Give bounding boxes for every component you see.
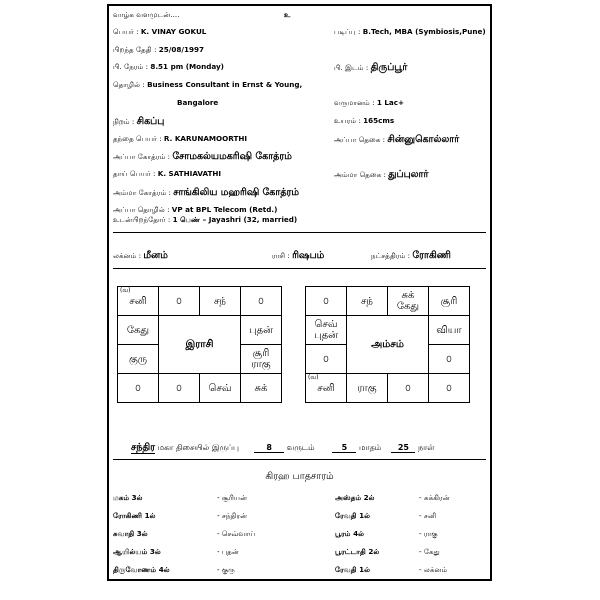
amsam-chart bbox=[305, 286, 470, 403]
amsam-cell: ௦ bbox=[429, 345, 470, 374]
lagnam-value: மீனம் bbox=[143, 250, 168, 261]
income-row: வருமானம் : 1 Lac+ bbox=[334, 98, 405, 107]
job-value: Business Consultant in Ernst & Young, bbox=[147, 80, 303, 89]
star-value: ரோகிணி bbox=[412, 250, 451, 261]
rasi-cell: (வ) சனி bbox=[118, 287, 159, 316]
mother-gothram-value: சாங்கிலிய மஹரிஷி கோத்ரம் bbox=[173, 187, 300, 198]
siblings-value: 1 பெண் – Jayashri (32, married) bbox=[172, 215, 298, 224]
divider-line bbox=[113, 459, 486, 460]
lagnam-row: லக்னம் : மீனம் bbox=[113, 250, 168, 261]
amsam-cell: ௦ bbox=[388, 374, 429, 403]
dob-row: பிறந்த தேதி : 25/08/1997 bbox=[113, 45, 204, 54]
father-gothram-row: அப்பா கோத்ரம் : சோமகல்யமகரிஷி கோத்ரம் bbox=[113, 151, 292, 162]
rasi-cell: சுக் bbox=[241, 374, 282, 403]
job-row: தொழில் : Business Consultant in Ernst & Young, bbox=[113, 80, 303, 89]
divider-line bbox=[113, 232, 486, 233]
mother-kulam-value: துப்புலார் bbox=[388, 169, 429, 180]
height-row: உயரம் : 165cms bbox=[334, 116, 395, 125]
padasaram-star: மகம் 3ல் bbox=[113, 493, 143, 502]
padasaram-star: பூரம் 4ல் bbox=[335, 529, 365, 538]
padasaram-planet: - சனி bbox=[419, 511, 437, 520]
complexion-value: சிகப்பு bbox=[136, 116, 165, 127]
father-row: தந்தை பெயர் : R. KARUNAMOORTHI bbox=[113, 134, 248, 143]
padasaram-planet: - ராகு bbox=[419, 529, 438, 538]
mother-row: தாய் பெயர் : K. SATHIAVATHI bbox=[113, 169, 222, 178]
rasi-row: ராசி : ரிஷபம் bbox=[272, 250, 325, 261]
padasaram-planet: - கேது bbox=[419, 547, 440, 556]
padasaram-star: ரோகிணி 1ல் bbox=[113, 511, 156, 520]
name-value: K. VINAY GOKUL bbox=[140, 27, 207, 36]
birth-time-value: 8.51 pm (Monday) bbox=[150, 62, 224, 71]
padasaram-planet: - புதன் bbox=[217, 547, 239, 556]
greeting: வாழ்க வளமுடன்.... bbox=[113, 10, 180, 19]
complexion-row: நிறம் : சிகப்பு bbox=[113, 116, 165, 127]
rasi-cell: சந் bbox=[200, 287, 241, 316]
birth-time-row: பி. நேரம் : 8.51 pm (Monday) bbox=[113, 62, 224, 71]
padasaram-planet: - சந்திரன் bbox=[217, 511, 248, 520]
rasi-value: ரிஷபம் bbox=[292, 250, 325, 261]
padasaram-star: அஸ்தம் 2ல் bbox=[335, 493, 375, 502]
padasaram-star: சுவாதி 3ல் bbox=[113, 529, 148, 538]
rasi-cell: செவ் bbox=[200, 374, 241, 403]
padasaram-title: கிரஹ பாதசாரம் bbox=[265, 471, 334, 482]
education-row: படிப்பு : B.Tech, MBA (Symbiosis,Pune) bbox=[334, 27, 486, 36]
amsam-cell: சூரி bbox=[429, 287, 470, 316]
father-job-row: அப்பா தொழில் : VP at BPL Telecom (Retd.) bbox=[113, 205, 278, 214]
amsam-cell: ராகு bbox=[347, 374, 388, 403]
rasi-chart bbox=[117, 286, 282, 403]
padasaram-star: திருவோணம் 4ல் bbox=[113, 565, 170, 574]
rasi-cell: குரு bbox=[118, 345, 159, 374]
rasi-cell: ௦ bbox=[159, 287, 200, 316]
father-value: R. KARUNAMOORTHI bbox=[163, 134, 248, 143]
amsam-cell: செவ் புதன் bbox=[306, 316, 347, 345]
amsam-cell: ௦ bbox=[306, 345, 347, 374]
padasaram-planet: - சுக்கிரன் bbox=[419, 493, 450, 502]
name-row: பெயர் : K. VINAY GOKUL bbox=[113, 27, 207, 36]
dob-value: 25/08/1997 bbox=[158, 45, 204, 54]
amsam-cell: சந் bbox=[347, 287, 388, 316]
padasaram-planet: - சூரியன் bbox=[217, 493, 248, 502]
star-row: நட்சத்திரம் : ரோகிணி bbox=[371, 250, 451, 261]
birth-place-row: பி. இடம் : திருப்பூர் bbox=[334, 62, 408, 73]
siblings-row: உடன்பிறந்தோர் : 1 பெண் – Jayashri (32, married) bbox=[113, 215, 298, 224]
father-kulam-row: அப்பா தெகை : சின்னுகொல்லார் bbox=[334, 134, 460, 145]
father-kulam-value: சின்னுகொல்லார் bbox=[387, 134, 460, 145]
height-value: 165cms bbox=[363, 116, 395, 125]
father-gothram-value: சோமகல்யமகரிஷி கோத்ரம் bbox=[172, 151, 292, 162]
horoscope-sheet bbox=[107, 4, 492, 581]
rasi-cell: ௦ bbox=[159, 374, 200, 403]
rasi-cell: கேது bbox=[118, 316, 159, 345]
father-job-value: VP at BPL Telecom (Retd.) bbox=[171, 205, 278, 214]
padasaram-planet: - குரு bbox=[217, 565, 235, 574]
divider-line bbox=[113, 268, 486, 269]
job-value-line2: Bangalore bbox=[177, 98, 219, 107]
amsam-cell: வியா bbox=[429, 316, 470, 345]
rasi-cell: ௦ bbox=[241, 287, 282, 316]
amsam-cell: (வ) சனி bbox=[306, 374, 347, 403]
education-value: B.Tech, MBA (Symbiosis,Pune) bbox=[362, 27, 486, 36]
rasi-cell: புதன் bbox=[241, 316, 282, 345]
amsam-cell: ௦ bbox=[306, 287, 347, 316]
amsam-cell: ௦ bbox=[429, 374, 470, 403]
mother-kulam-row: அம்மா தெகை : துப்புலார் bbox=[334, 169, 429, 180]
padasaram-star: பூரட்டாதி 2ல் bbox=[335, 547, 380, 556]
mother-value: K. SATHIAVATHI bbox=[157, 169, 222, 178]
income-value: 1 Lac+ bbox=[376, 98, 405, 107]
birth-place-value: திருப்பூர் bbox=[370, 62, 408, 73]
padasaram-star: ரேவதி 1ல் bbox=[335, 511, 371, 520]
mother-gothram-row: அம்மா கோத்ரம் : சாங்கிலிய மஹரிஷி கோத்ரம் bbox=[113, 187, 300, 198]
rasi-cell: சூரி ராகு bbox=[241, 345, 282, 374]
amsam-center: அம்சம் bbox=[347, 316, 429, 374]
padasaram-planet: - லக்னம் bbox=[419, 565, 448, 574]
padasaram-star: ரேவதி 1ல் bbox=[335, 565, 371, 574]
om-symbol: உ bbox=[284, 10, 291, 19]
rasi-center: இராசி bbox=[159, 316, 241, 374]
padasaram-star: ஆயில்யம் 3ல் bbox=[113, 547, 161, 556]
padasaram-planet: - செவ்வாய் bbox=[217, 529, 256, 538]
amsam-cell: சுக் கேது bbox=[388, 287, 429, 316]
dasa-balance: சந்திர மகா திசையில் இருப்பு 8 வருடம் 5 மாதம் 25 நாள் bbox=[131, 442, 435, 453]
rasi-cell: ௦ bbox=[118, 374, 159, 403]
